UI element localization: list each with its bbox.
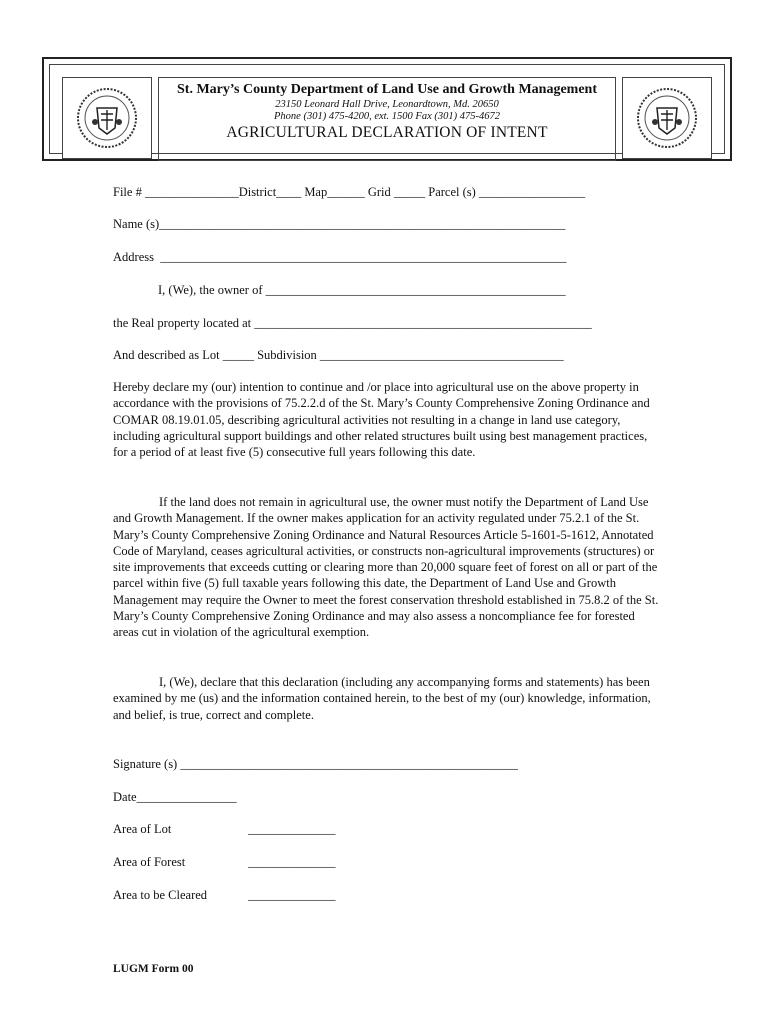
signature-field[interactable]: Signature (s) ______________________________________________________ xyxy=(113,757,518,771)
address-field[interactable]: Address _________________________________________________________________ xyxy=(113,250,567,264)
agricultural-use-notice-paragraph: If the land does not remain in agricultural use, the owner must notify the Department of Land Use and Growth Management. If the owner makes application for an activity regulated under 75.2.1 of the St. Mary’s County Comprehensive Zoning Ordinance and Natural Resources Article 5-1601-5-1612, Annotated Code of Maryland, ceases agricultural activities, or constructs non-agricultural improvements (structures) or site improvements that exceeds cutting or clearing more than 20,000 square feet of forest on all or part of the parcel within five (5) full taxable years following this date, the Department of Land Use and Growth Management may require the Owner to meet the forest conservation threshold established in 75.8.2 of the St. Mary’s County Comprehensive Zoning Ordinance and may also assess a noncompliance fee for forested areas cut in violation of the agricultural exemption. xyxy=(113,495,659,640)
area-to-be-cleared-field[interactable]: ______________ xyxy=(248,888,336,902)
department-name: St. Mary’s County Department of Land Use and Growth Management xyxy=(177,82,597,97)
owner-name-field[interactable]: Name (s)_________________________________________________________________ xyxy=(113,217,566,231)
county-seal-icon xyxy=(75,86,139,150)
form-id-footer: LUGM Form 00 xyxy=(113,963,194,975)
form-header xyxy=(42,57,732,161)
header-title-block xyxy=(158,77,616,161)
date-field[interactable]: Date________________ xyxy=(113,790,237,804)
department-phone: Phone (301) 475-4200, ext. 1500 Fax (301) 475-4672 xyxy=(274,111,500,122)
attestation-paragraph: I, (We), declare that this declaration (including any accompanying forms and statements) has been examined by me (us) and the information contained herein, to the best of my (our) knowledge, information, and belief, is true, correct and complete. xyxy=(113,675,651,722)
area-of-forest-label: Area of Forest xyxy=(113,855,186,869)
area-to-be-cleared-label: Area to be Cleared xyxy=(113,888,208,902)
department-address: 23150 Leonard Hall Drive, Leonardtown, Md. 20650 xyxy=(275,99,499,110)
county-seal-icon xyxy=(635,86,699,150)
owner-of-field[interactable]: I, (We), the owner of ________________________________________________ xyxy=(158,283,566,297)
area-of-forest-field[interactable]: ______________ xyxy=(248,855,336,869)
lot-subdivision-field[interactable]: And described as Lot _____ Subdivision _______________________________________ xyxy=(113,348,564,362)
county-seal-right xyxy=(622,77,712,159)
property-location-field[interactable]: the Real property located at ______________________________________________________ xyxy=(113,316,592,330)
form-title: AGRICULTURAL DECLARATION OF INTENT xyxy=(226,124,548,141)
declaration-paragraph: Hereby declare my (our) intention to continue and /or place into agricultural use on the above property in accordance with the provisions of 75.2.2.d of the St. Mary’s County Comprehensive Zoning Ordinance and COMAR 08.19.01.05, describing agricultural activities not resulting in a change in land use category, including agricultural support buildings and other related structures built using best management practices, for a period of at least five (5) consecutive full years following this date. xyxy=(113,380,650,460)
header-inner-frame xyxy=(49,64,725,154)
area-of-lot-label: Area of Lot xyxy=(113,822,172,836)
area-of-lot-field[interactable]: ______________ xyxy=(248,822,336,836)
file-district-map-grid-parcel-field[interactable]: File # _______________District____ Map______ Grid _____ Parcel (s) _________________ xyxy=(113,185,586,199)
county-seal-left xyxy=(62,77,152,159)
